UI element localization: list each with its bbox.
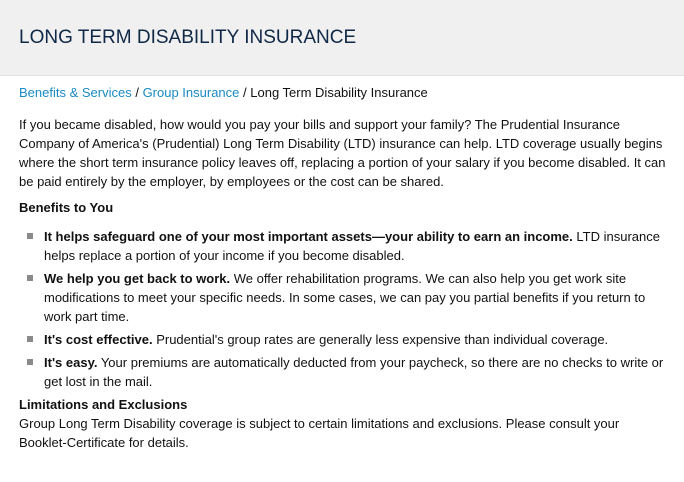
list-item — [44, 269, 669, 326]
benefit-title: It's cost effective. — [44, 332, 153, 347]
benefit-title: It helps safeguard one of your most important assets—your ability to earn an income. — [44, 229, 573, 244]
breadcrumb-separator: / — [131, 85, 143, 100]
limitations-text: Group Long Term Disability coverage is subject to certain limitations and exclusions. Please consult your Booklet-Certificate for details. — [19, 416, 620, 450]
breadcrumb-separator: / — [239, 85, 251, 100]
list-item — [44, 353, 669, 391]
breadcrumb-current: Long Term Disability Insurance — [250, 85, 428, 100]
main-content — [0, 83, 684, 452]
benefit-text: Your premiums are automatically deducted from your paycheck, so there are no checks to write or get lost in the mail. — [44, 355, 664, 389]
square-bullet-icon — [27, 359, 33, 365]
breadcrumb-link-group-insurance[interactable]: Group Insurance — [142, 85, 240, 100]
benefit-text: Prudential's group rates are generally less expensive than individual coverage. — [152, 332, 609, 347]
limitations-heading: Limitations and Exclusions — [19, 397, 188, 412]
page-header — [0, 0, 684, 76]
benefit-text: LTD insurance helps replace a portion of your income if you become disabled. — [44, 229, 660, 263]
benefits-list — [19, 227, 665, 391]
list-item — [44, 330, 669, 349]
square-bullet-icon — [27, 336, 33, 342]
benefits-heading: Benefits to You — [19, 200, 114, 215]
intro-paragraph: If you became disabled, how would you pay your bills and support your family? The Prudential Insurance Company of America's (Prudential) Long Term Disability (LTD) insurance can help. LTD coverage usually begins where the short term insurance policy leaves off, replacing a portion of your salary if you become disabled. It can be paid entirely by the employer, by employees or the cost can be shared. — [19, 117, 666, 189]
breadcrumb-link-benefits-services[interactable]: Benefits & Services — [19, 85, 132, 100]
benefit-title: We help you get back to work. — [44, 271, 231, 286]
square-bullet-icon — [27, 233, 33, 239]
list-item — [44, 227, 669, 265]
page-title: LONG TERM DISABILITY INSURANCE — [19, 27, 357, 48]
breadcrumb — [19, 83, 665, 102]
benefit-title: It's easy. — [44, 355, 98, 370]
square-bullet-icon — [27, 275, 33, 281]
benefit-text: We offer rehabilitation programs. We can also help you get work site modifications to meet your specific needs. In some cases, we can pay you partial benefits if you return to work part time. — [44, 271, 646, 324]
